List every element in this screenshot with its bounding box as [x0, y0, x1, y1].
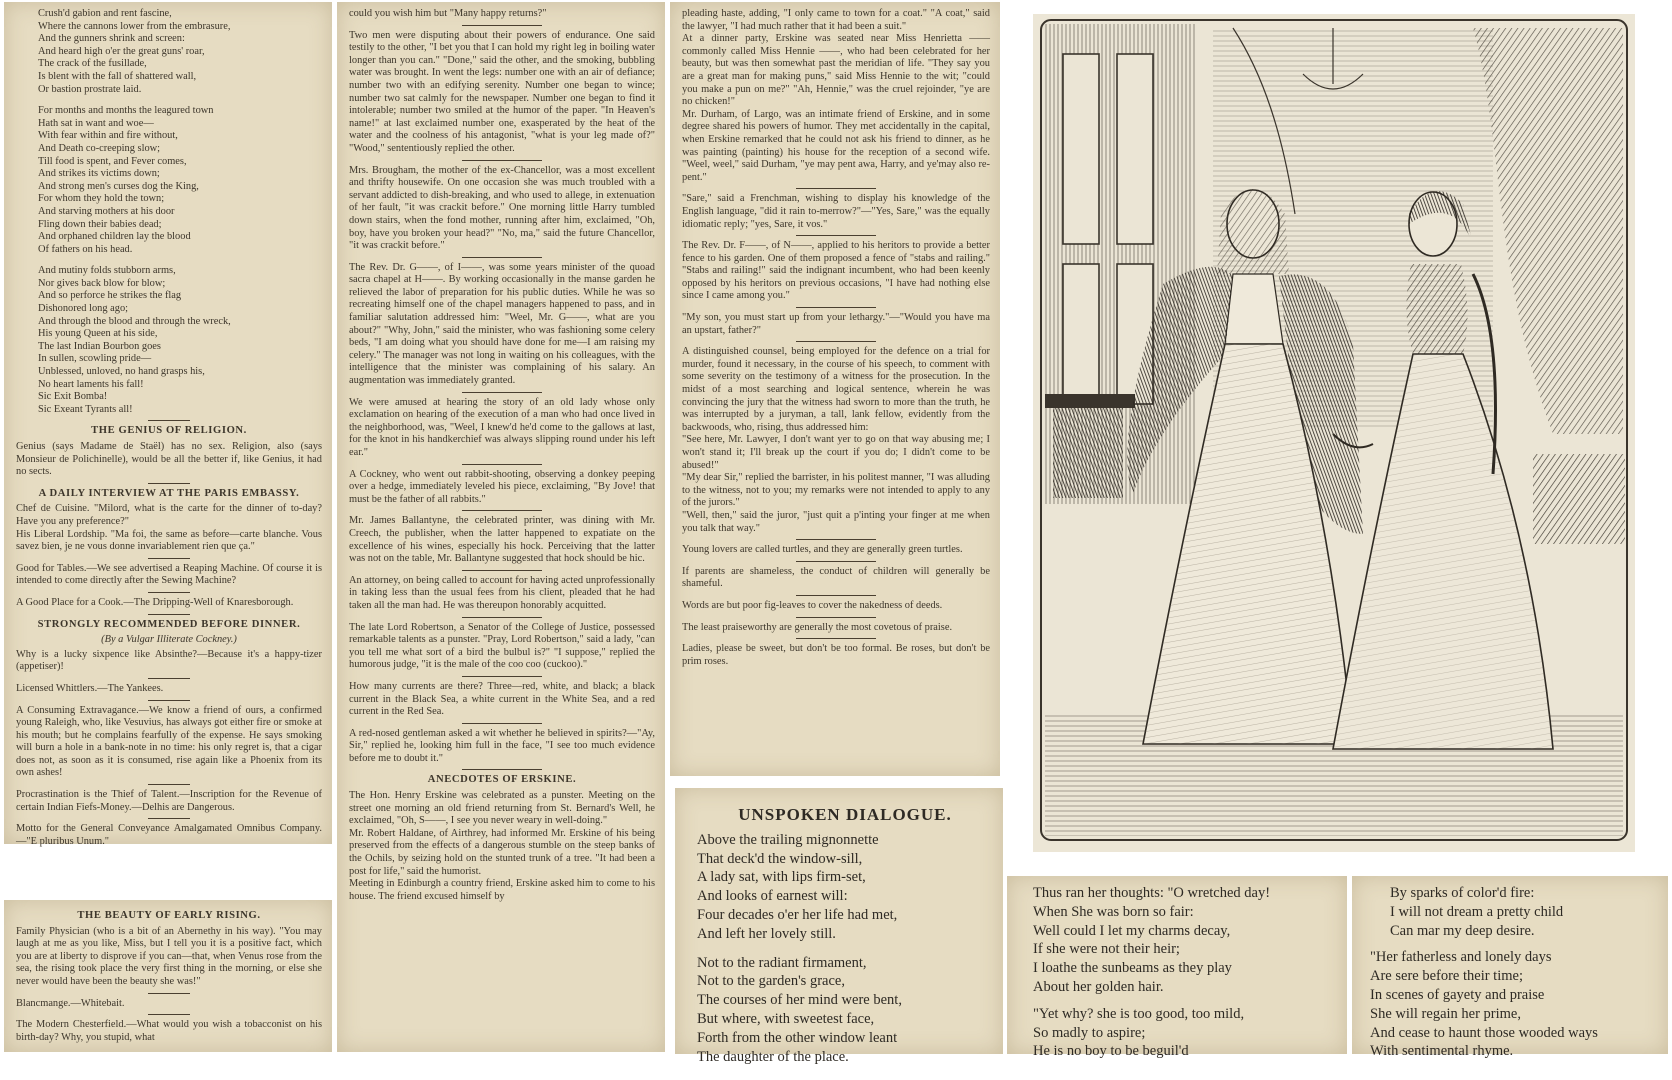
divider [462, 570, 542, 571]
paragraph: A Cockney, who went out rabbit-shooting, observing a donkey peeping over a hedge, immediately leveled his piece, exclaiming, "By Jove! that must be the father of all rabbits." [349, 468, 655, 505]
divider [148, 993, 191, 994]
poem-stanza: "Her fatherless and lonely days Are sere before their time; In scenes of gayety and praise She will regain her prime, And cease to haunt those wooded ways With sentimental rhyme. [1370, 949, 1598, 1060]
divider [462, 160, 542, 161]
paragraph: Chef de Cuisine. "Milord, what is the carte for the dinner of to-day? Have you any preference?" His Liberal Lordship. "Ma foi, the same as before—carte blanche. Vous savez bien, je ne vous donne invariablement rien que ça." [16, 503, 322, 553]
divider [462, 769, 542, 770]
paragraph: Procrastination is the Thief of Talent.—Inscription for the Revenue of certain Indian Fiefs-Money.—Delhis are Dangerous. [16, 789, 322, 813]
clipping-column-1 [4, 2, 332, 847]
divider [148, 700, 191, 701]
poem-stanza: Not to the radiant firmament, Not to the garden's grace, The courses of her mind were bent, But where, with sweetest face, Forth from the other window leant The daughter of the place. [697, 954, 902, 1065]
clipping-column-1-bottom [4, 900, 332, 1052]
poem-title: UNSPOKEN DIALOGUE. [738, 805, 952, 824]
paragraph: How many currents are there? Three—red, white, and black; a black current in the Black Sea, a white current in the White Sea, and a red current in the Red Sea. [349, 680, 655, 718]
poem-stanza: "Yet why? she is too good, too mild, So madly to aspire; He is no boy to be beguil'd [1033, 1005, 1245, 1060]
paragraph: Motto for the General Conveyance Amalgamated Omnibus Company.—"E pluribus Unum." [16, 823, 322, 847]
divider [796, 235, 876, 236]
paragraph: Family Physician (who is a bit of an Abernethy in his way). "You may laugh at me as you like, Miss, but I tell you it is a positive fact, which you are at liberty to disprove if you can—that, when Venus rose from the sea, the rising took place the very first thing in the morning, or else she never would have been the beauty she was!" [16, 925, 322, 987]
paragraph: Genius (says Madame de Staël) has no sex. Religion, also (says Monsieur de Polichinelle), would be all the better if, like Genius, it had no sects. [16, 441, 322, 478]
paragraph: Words are but poor fig-leaves to cover the nakedness of deeds. [682, 599, 943, 611]
section-heading: THE BEAUTY OF EARLY RISING. [77, 910, 261, 921]
paragraph: The Rev. Dr. G——, of I——, was some years minister of the quoad sacra chapel at H——. By working occasionally in the manse garden he relieved the labor of preparation for his public duties. While he was so recreating himself one of the chapel managers happened to pass, and in familiar salutation addressed him: "Weel, Mr. G——, what are you about?" "Why, John," said the minister, who was fashioning some celery beds, "I am doing what you should have done for me—I am raising my celery." The manager was not long in waiting on his colleagues, with the intelligence that the minister was complaining of his salary. An augmentation was immediately granted. [349, 261, 655, 387]
poem-stanza: Crush'd gabion and rent fascine, Where the cannons lower from the embrasure, And the gunners shrink and screen: And heard high o'er the great guns' roar, The crack of the fusillade, Is blent with the fall of shattered wall, Or bastion prostrate laid. [38, 8, 231, 95]
paragraph: could you wish him but "Many happy returns?" [349, 8, 547, 19]
paragraph: Mr. James Ballantyne, the celebrated printer, was dining with Mr. Creech, the publisher, when the latter happened to expatiate on the excellence of his wines, especially his hock. Perceiving that the latter was not on the table, Mr. Ballantyne suggested that hock should be hic. [349, 515, 655, 565]
paragraph: "My son, you must start up from your lethargy."—"Would you have ma an upstart, father?" [682, 312, 990, 336]
divider [796, 617, 876, 618]
paragraph: Ladies, please be sweet, but don't be too formal. Be roses, but don't be prim roses. [682, 643, 990, 667]
paragraph: A distinguished counsel, being employed for the defence on a trial for murder, found it necessary, in the course of his speech, to comment with some severity on the testimony of a witness for the prosecution. In the midst of a most searching and logical sentence, wherein he was convincing the jury that the witness had sworn to more than the truth, he was interrupted by a juryman, a tall, lank fellow, evidently from the backwoods, who, rising, thus addressed him: "See here, Mr. Lawyer, I don't want yer to go on that way abusing me; I won't stand it; I'll break up the court if you do; I didn't come to be abused!" "My dear Sir," replied the barrister, in his politest manner, "I was alluding to the witness, not to you; my remarks were not intended to apply to any of the jurors." "Well, then," said the juror, "just quit a p'inting your finger at me when you talk that way." [682, 346, 990, 534]
divider [462, 676, 542, 677]
divider [796, 341, 876, 342]
divider [462, 257, 542, 258]
paragraph: Two men were disputing about their powers of endurance. One said testily to the other, "I bet you that I can hold my right leg in boiling water longer than you can." "Done," said the other, and the smoking, bubbling water was brought. In went the legs: number one with an air of defiance; number two with an edifying serenity. Number one began to wince; number two sat calmly for the newspaper. Number one began to find it intolerable; number two smiled at the humor of the paper. "In Heaven's name!" at last exclaimed number one, exasperated by the heat of the water and the coolness of his antagonist, "what is your leg made of?" "Wood," sententiously replied the other. [349, 29, 655, 154]
clipping-column-2 [337, 2, 665, 1052]
clipping-poem-part-1 [675, 788, 1003, 1065]
engraving-illustration [1033, 14, 1635, 852]
divider [148, 818, 191, 819]
divider [148, 558, 191, 559]
clipping-poem-part-3 [1352, 876, 1668, 1060]
paragraph: Good for Tables.—We see advertised a Reaping Machine. Of course it is intended to come directly after the Sewing Machine? [16, 562, 322, 587]
poem-stanza: Above the trailing mignonnette That deck'd the window-sill, A lady sat, with lips firm-set, And looks of earnest will: Four decades o'er her life had met, And left her lovely still. [697, 831, 898, 942]
paragraph: A Consuming Extravagance.—We know a friend of ours, a confirmed young Raleigh, who, like Vesuvius, has always got either fire or smoke at his mouth; but he complains fearfully of the expense. He says smoking will burn a hole in a bank-note in no time: his only regret is, that a cigar does not, as soon as it is consumed, rise again like a Phoenix from its own ashes! [16, 704, 322, 779]
divider [148, 614, 191, 615]
paragraph: The Hon. Henry Erskine was celebrated as a punster. Meeting on the street one morning an old friend returning from St. Bernard's Well, he exclaimed, "Oh, S——, I see you never weary in well-doing." Mr. Robert Haldane, of Airthrey, had informed Mr. Erskine of his being preserved from the effects of a dangerous stumble on the steep banks of the Ochils, by seizing hold on the stunted trunk of a tree. "It had been a post for life," said the humorist. Meeting in Edinburgh a country friend, Erskine asked him to come to his house. The friend excused himself by [349, 790, 655, 902]
paragraph: The least praiseworthy are generally the most covetous of praise. [682, 621, 953, 633]
engraving-drawing [1033, 14, 1635, 852]
paragraph: Licensed Whittlers.—The Yankees. [16, 682, 164, 694]
divider [148, 592, 191, 593]
paragraph: The Modern Chesterfield.—What would you wish a tobacconist on his birth-day? Why, you stupid, what [16, 1019, 322, 1043]
paragraph: Mrs. Brougham, the mother of the ex-Chancellor, was a most excellent and thrifty housewife. On one occasion she was much troubled with a servant addicted to dish-breaking, and who used to allege, in extenuation of her fault, "it was crackit before." One morning little Harry tumbled down stairs, when the fond mother, running after him, exclaimed, "Oh, boy, have you broken your head?" "No, ma," said the future Chancellor, "it was crackit before." [349, 164, 655, 252]
section-heading: STRONGLY RECOMMENDED BEFORE DINNER. [37, 618, 301, 630]
divider [462, 510, 542, 511]
divider [796, 539, 876, 540]
paragraph: The late Lord Robertson, a Senator of the College of Justice, possessed remarkable talents as a punster. "Pray, Lord Robertson," said a lady, "can you tell me what sort of a bird the bulbul is?" "I suppose," replied the humorous judge, "it is the male of the coo coo (cuckoo)." [349, 621, 655, 671]
paragraph: pleading haste, adding, "I only came to town for a coat." "A coat," said the lawyer, "I had much rather that it had been a suit." At a dinner party, Erskine was seated near Miss Henrietta —— commonly called Miss Hennie ——, who had been celebrated for her beauty, but was then somewhat past the meridian of life. "They say you are a great man for making puns," said Miss Hennie to the wit; "could you make a pun on me?" "Ah, Hennie," was the cruel rejoinder, "ye are no chicken!" Mr. Durham, of Largo, was an intimate friend of Erskine, and in some degree shared his powers of humor. They met accidentally in the capital, when Erskine remarked that he could not ask his friend to dinner, as he was painting (painting) his house for the reception of a second wife. "Weel, weel," said Durham, "ye may pent awa, Harry, and ye'may also re-pent." [682, 8, 990, 183]
section-heading: ANECDOTES OF ERSKINE. [427, 774, 577, 786]
divider [148, 678, 191, 679]
divider [462, 617, 542, 618]
poem-stanza: By sparks of color'd fire: I will not dream a pretty child Can mar my deep desire. [1390, 885, 1564, 939]
paragraph: "Sare," said a Frenchman, wishing to display his knowledge of the English language, "did it rain to-merrow?"—"Yes, Sare," was the equally idiomatic reply; "yes, Sare, it vos." [682, 193, 990, 230]
divider [462, 723, 542, 724]
divider [148, 784, 191, 785]
paragraph: The Rev. Dr. F——, of N——, applied to his heritors to provide a better fence to his garden. One of them proposed a fence of "stabs and railing." "Stabs and railing!" said the indignant incumbent, who had been keenly opposed by his heritors on previous occasions, "I have had nothing else since I came among you." [682, 240, 990, 302]
divider [796, 638, 876, 639]
divider [462, 25, 542, 26]
divider [796, 188, 876, 189]
divider [148, 483, 191, 484]
divider [462, 392, 542, 393]
paragraph: Why is a lucky sixpence like Absinthe?—Because it's a happy-tizer (appetiser)! [16, 648, 322, 673]
paragraph: We were amused at hearing the story of an old lady whose only exclamation on hearing of the execution of a man who had once lived in the neighborhood, was, "Weel, I knew'd he'd come to the gallows at last, for the knot in his handkerchief was always slipping round under his left ear." [349, 396, 655, 458]
divider [796, 561, 876, 562]
poem-stanza: And mutiny folds stubborn arms, Nor gives back blow for blow; And so perforce he strikes the flag Dishonored long ago; And through the blood and through the wreck, His young Queen at his side, The last Indian Bourbon goes In sullen, scowling pride— Unblessed, unloved, no hand grasps his, No heart laments his fall! Sic Exit Bomba! Sic Exeant Tyrants all! [38, 265, 231, 415]
poem-stanza: Thus ran her thoughts: "O wretched day! When She was born so fair: Well could I let my charms decay, If she were not their heir; I loathe the sunbeams as they play About her golden hair. [1033, 885, 1271, 995]
paragraph: An attorney, on being called to account for having acted unprofessionally in taking less than the usual fees from his client, pleaded that he had taken all the man had. He was thereupon honorably acquitted. [349, 574, 655, 611]
divider [148, 420, 191, 421]
divider [796, 595, 876, 596]
section-heading: THE GENIUS OF RELIGION. [91, 425, 247, 437]
clipping-column-3 [670, 2, 1000, 776]
divider [148, 1014, 191, 1015]
paragraph: A red-nosed gentleman asked a wit whether he believed in spirits?—"Ay, Sir," replied he, looking him full in the face, "I see too much evidence before me to doubt it." [349, 727, 655, 764]
paragraph: If parents are shameless, the conduct of children will generally be shameful. [682, 565, 990, 590]
divider [796, 307, 876, 308]
poem-stanza: For months and months the leagured town Hath sat in want and woe— With fear within and fire without, And Death co-creeping slow; Till food is spent, and Fever comes, And strikes its victims down; And strong men's curses dog the King, For whom they hold the town; And starving mothers at his door Fling down their babies dead; And orphaned children lay the blood Of fathers on his head. [38, 105, 214, 255]
section-subheading: (By a Vulgar Illiterate Cockney.) [101, 634, 237, 646]
paragraph: Blancmange.—Whitebait. [16, 997, 125, 1009]
clipping-poem-part-2 [1007, 876, 1347, 1060]
paragraph: A Good Place for a Cook.—The Dripping-Well of Knaresborough. [16, 596, 294, 608]
paragraph: Young lovers are called turtles, and they are generally green turtles. [682, 544, 963, 556]
section-heading: A DAILY INTERVIEW AT THE PARIS EMBASSY. [38, 487, 300, 499]
divider [462, 464, 542, 465]
